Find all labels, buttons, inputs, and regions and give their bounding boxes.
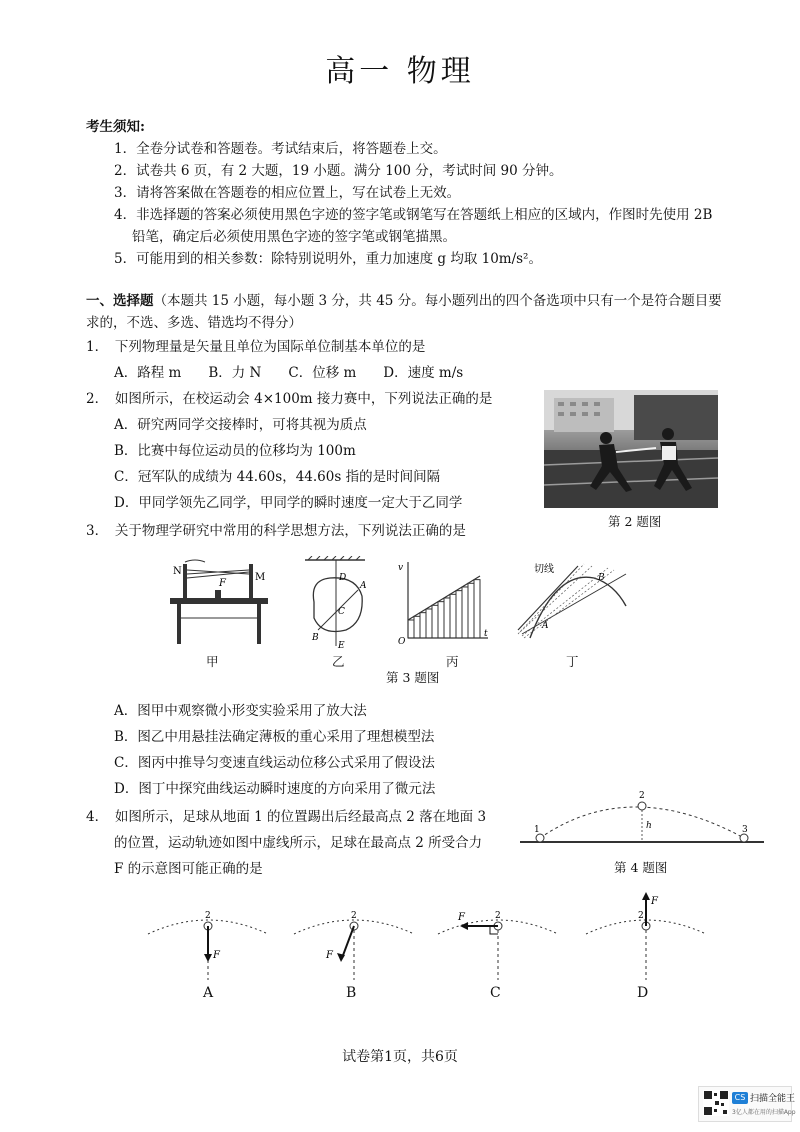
choice-a-label: A (203, 985, 214, 1001)
vt-step-bar (462, 587, 468, 638)
vt-step-bar (468, 583, 474, 638)
vt-step-bar (414, 616, 420, 638)
label-force: F (326, 950, 333, 961)
notice-item: 5．可能用到的相关参数：除特别说明外，重力加速度 g 均取 10m/s²。 (114, 251, 542, 267)
scanner-badge: CS (732, 1092, 748, 1104)
label-C: C (338, 607, 345, 617)
label-force: F (651, 896, 658, 907)
question-3-option: A．图甲中观察微小形变实验采用了放大法 (114, 703, 367, 719)
figure-3-label-jia: 甲 (206, 654, 219, 669)
scanner-watermark (698, 1086, 796, 1122)
choice-b-label: B (346, 985, 357, 1001)
question-3-option: D．图丁中探究曲线运动瞬时速度的方向采用了微元法 (114, 781, 436, 797)
label-D: D (339, 573, 347, 583)
figure-3-jia-apparatus (165, 558, 275, 648)
question-3-option: C．图丙中推导匀变速直线运动位移公式采用了假设法 (114, 755, 435, 771)
vt-step-bar (456, 591, 462, 638)
figure-3-yi-plate (300, 556, 370, 652)
figure-3-label-yi: 乙 (332, 654, 345, 669)
vt-step-bar (408, 620, 414, 638)
question-2-option: B．比赛中每位运动员的位移均为 100m (114, 443, 356, 459)
scanner-name: 扫描全能王 (750, 1094, 796, 1104)
label-point-2: 2 (638, 911, 644, 921)
label-h: h (646, 821, 652, 831)
label-F: F (219, 578, 226, 589)
vt-step-bar (432, 605, 438, 638)
qr-code-icon (703, 1090, 729, 1116)
figure-3-ding-tangent (512, 560, 630, 646)
label-tangent: 切线 (534, 564, 554, 575)
label-O: O (398, 637, 406, 646)
label-M: M (255, 572, 266, 583)
label-B: B (598, 573, 605, 583)
label-point-2: 2 (495, 911, 501, 921)
label-point-2: 2 (351, 911, 357, 921)
label-N: N (173, 566, 182, 577)
vt-step-bar (444, 598, 450, 638)
page-footer: 试卷第1页，共6页 (342, 1049, 458, 1065)
section-heading (86, 291, 722, 311)
label-B: B (312, 633, 319, 643)
label-point-2: 2 (205, 911, 211, 921)
vt-step-bar (426, 609, 432, 638)
scanner-subtitle: 3亿人都在用的扫描App (732, 1109, 796, 1116)
label-E: E (338, 641, 345, 651)
choice-c-label: C (490, 985, 501, 1001)
relay-race-photo (544, 390, 718, 508)
label-point-3: 3 (742, 825, 748, 835)
question-2-option: A．研究两同学交接棒时，可将其视为质点 (114, 417, 367, 433)
notice-heading: 考生须知: (86, 119, 145, 135)
question-2-option: C．冠军队的成绩为 44.60s，44.60s 指的是时间间隔 (114, 469, 441, 485)
question-4-stem: 4． 如图所示，足球从地面 1 的位置踢出后经最高点 2 落在地面 3 (86, 809, 487, 825)
figure-4-trajectory (520, 788, 764, 852)
notice-item: 2．试卷共 6 页，有 2 大题，19 小题。满分 100 分，考试时间 90 分钟。 (114, 163, 563, 179)
notice-item: 4．非选择题的答案必须使用黑色字迹的签字笔或钢笔写在答题纸上相应的区域内，作图时先使用 2B (114, 207, 713, 223)
vt-step-bar (420, 613, 426, 638)
label-force: F (213, 950, 220, 961)
label-force: F (458, 912, 465, 923)
vt-step-bar (438, 602, 444, 638)
question-1-stem: 1． 下列物理量是矢量且单位为国际单位制基本单位的是 (86, 339, 426, 355)
section-heading-bold: 一、选择题 (86, 293, 154, 309)
page-title: 高一 物理 (325, 54, 475, 89)
question-3-stem: 3． 关于物理学研究中常用的科学思想方法，下列说法正确的是 (86, 523, 466, 539)
label-point-1: 1 (534, 825, 540, 835)
label-A: A (542, 621, 549, 631)
label-A: A (360, 581, 367, 591)
question-4-stem: F 的示意图可能正确的是 (114, 861, 263, 877)
figure-3-bing-vt-graph (396, 558, 492, 646)
notice-item: 铅笔，确定后必须使用黑色字迹的签字笔或钢笔描黑。 (132, 229, 456, 245)
section-heading-rest: （本题共 15 小题，每小题 3 分，共 45 分。每小题列出的四个备选项中只有一个是符合题目要 (153, 293, 722, 309)
section-heading-line2: 求的，不选、多选、错选均不得分） (86, 315, 302, 331)
vt-step-bar (474, 580, 480, 638)
question-2-stem: 2． 如图所示，在校运动会 4×100m 接力赛中，下列说法正确的是 (86, 391, 493, 407)
vt-step-bar (450, 594, 456, 638)
label-point-2: 2 (639, 791, 645, 801)
figure-3-label-bing: 丙 (446, 654, 459, 669)
figure-3-label-ding: 丁 (566, 654, 579, 669)
question-1-options: A．路程 m B．力 N C．位移 m D．速度 m/s (114, 365, 464, 381)
figure-4-caption: 第 4 题图 (614, 860, 668, 875)
choice-d-label: D (637, 985, 649, 1001)
label-t: t (484, 629, 488, 639)
figure-3-caption: 第 3 题图 (386, 670, 440, 685)
question-3-option: B．图乙中用悬挂法确定薄板的重心采用了理想模型法 (114, 729, 435, 745)
question-2-option: D．甲同学领先乙同学，甲同学的瞬时速度一定大于乙同学 (114, 495, 463, 511)
question-4-stem: 的位置，运动轨迹如图中虚线所示，足球在最高点 2 所受合力 (114, 835, 483, 851)
figure-2-caption: 第 2 题图 (608, 514, 662, 529)
notice-item: 3．请将答案做在答题卷的相应位置上，写在试卷上无效。 (114, 185, 461, 201)
notice-item: 1．全卷分试卷和答题卷。考试结束后，将答题卷上交。 (114, 141, 447, 157)
label-v: v (398, 563, 404, 573)
